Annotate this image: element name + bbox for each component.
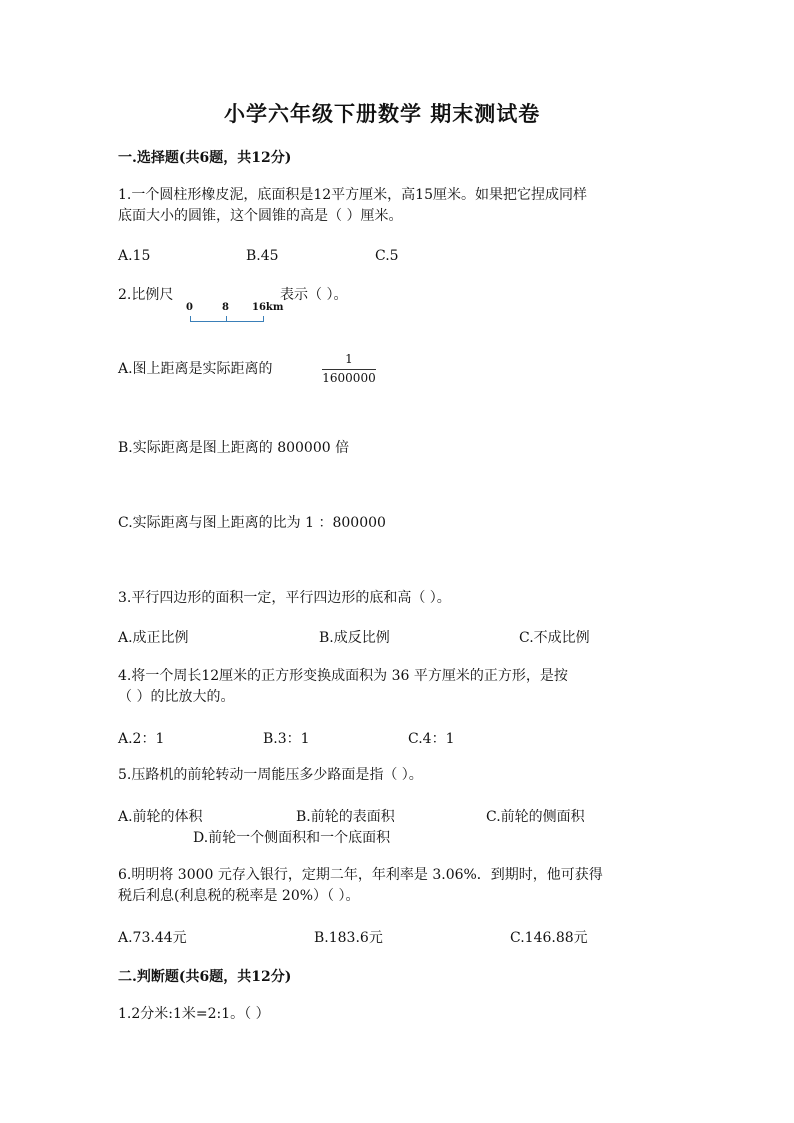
scale-label-16km: 16km — [252, 302, 284, 313]
fraction-numerator: 1 — [345, 352, 353, 366]
scale-bar-line — [190, 321, 264, 322]
section-heading-judgement: 二.判断题(共6题，共12分) — [118, 969, 292, 985]
question-1-option-b: B.45 — [246, 248, 279, 264]
fraction-bar — [322, 369, 376, 370]
question-2-option-c: C.实际距离与图上距离的比为 1 ：800000 — [118, 515, 386, 531]
question-5-option-b: B.前轮的表面积 — [296, 809, 395, 825]
question-2-option-a: A.图上距离是实际距离的 — [118, 361, 273, 377]
question-2-suffix: 表示（ ）。 — [280, 287, 348, 303]
question-6-option-b: B.183.6元 — [314, 930, 383, 946]
fraction-denominator: 1600000 — [322, 371, 376, 385]
question-4-line-1: 4.将一个周长12厘米的正方形变换成面积为 36 平方厘米的正方形，是按 — [118, 668, 568, 684]
question-6-option-a: A.73.44元 — [118, 930, 187, 946]
question-3-option-a: A.成正比例 — [118, 630, 189, 646]
question-1-option-c: C.5 — [375, 248, 399, 264]
question-6-line-1: 6.明明将 3000 元存入银行，定期二年，年利率是 3.06%．到期时，他可获得 — [118, 867, 603, 883]
scale-label-8: 8 — [222, 302, 229, 313]
question-4-option-b: B.3：1 — [263, 731, 310, 747]
question-2-prefix: 2.比例尺 — [118, 287, 174, 303]
question-5-option-a: A.前轮的体积 — [118, 809, 203, 825]
question-1-line-2: 底面大小的圆锥，这个圆锥的高是（ ）厘米。 — [118, 208, 403, 224]
scale-tick-0 — [190, 316, 191, 322]
scale-label-0: 0 — [186, 302, 193, 313]
question-5-option-d: D.前轮一个侧面积和一个底面积 — [193, 830, 391, 846]
question-2-option-b: B.实际距离是图上距离的 800000 倍 — [118, 440, 350, 456]
question-1-line-1: 1.一个圆柱形橡皮泥，底面积是12平方厘米，高15厘米。如果把它捏成同样 — [118, 187, 587, 203]
question-6-line-2: 税后利息(利息税的税率是 20%）（ ）。 — [118, 888, 360, 904]
judgement-question-1: 1.2分米:1米=2:1。（ ） — [118, 1006, 270, 1022]
question-5-option-c: C.前轮的侧面积 — [486, 809, 585, 825]
question-4-option-a: A.2：1 — [118, 731, 165, 747]
question-4-option-c: C.4：1 — [408, 731, 455, 747]
question-3-option-b: B.成反比例 — [319, 630, 390, 646]
section-heading-choice: 一.选择题(共6题，共12分) — [118, 150, 292, 166]
question-5-line-1: 5.压路机的前轮转动一周能压多少路面是指（ ）。 — [118, 767, 423, 783]
page-title: 小学六年级下册数学 期末测试卷 — [224, 101, 541, 126]
question-6-option-c: C.146.88元 — [510, 930, 588, 946]
question-1-option-a: A.15 — [118, 248, 151, 264]
question-3-option-c: C.不成比例 — [519, 630, 590, 646]
scale-tick-16 — [263, 316, 264, 322]
question-4-line-2: （ ）的比放大的。 — [118, 689, 235, 705]
question-3-line-1: 3.平行四边形的面积一定，平行四边形的底和高（ ）。 — [118, 590, 451, 606]
scale-tick-8 — [226, 316, 227, 322]
